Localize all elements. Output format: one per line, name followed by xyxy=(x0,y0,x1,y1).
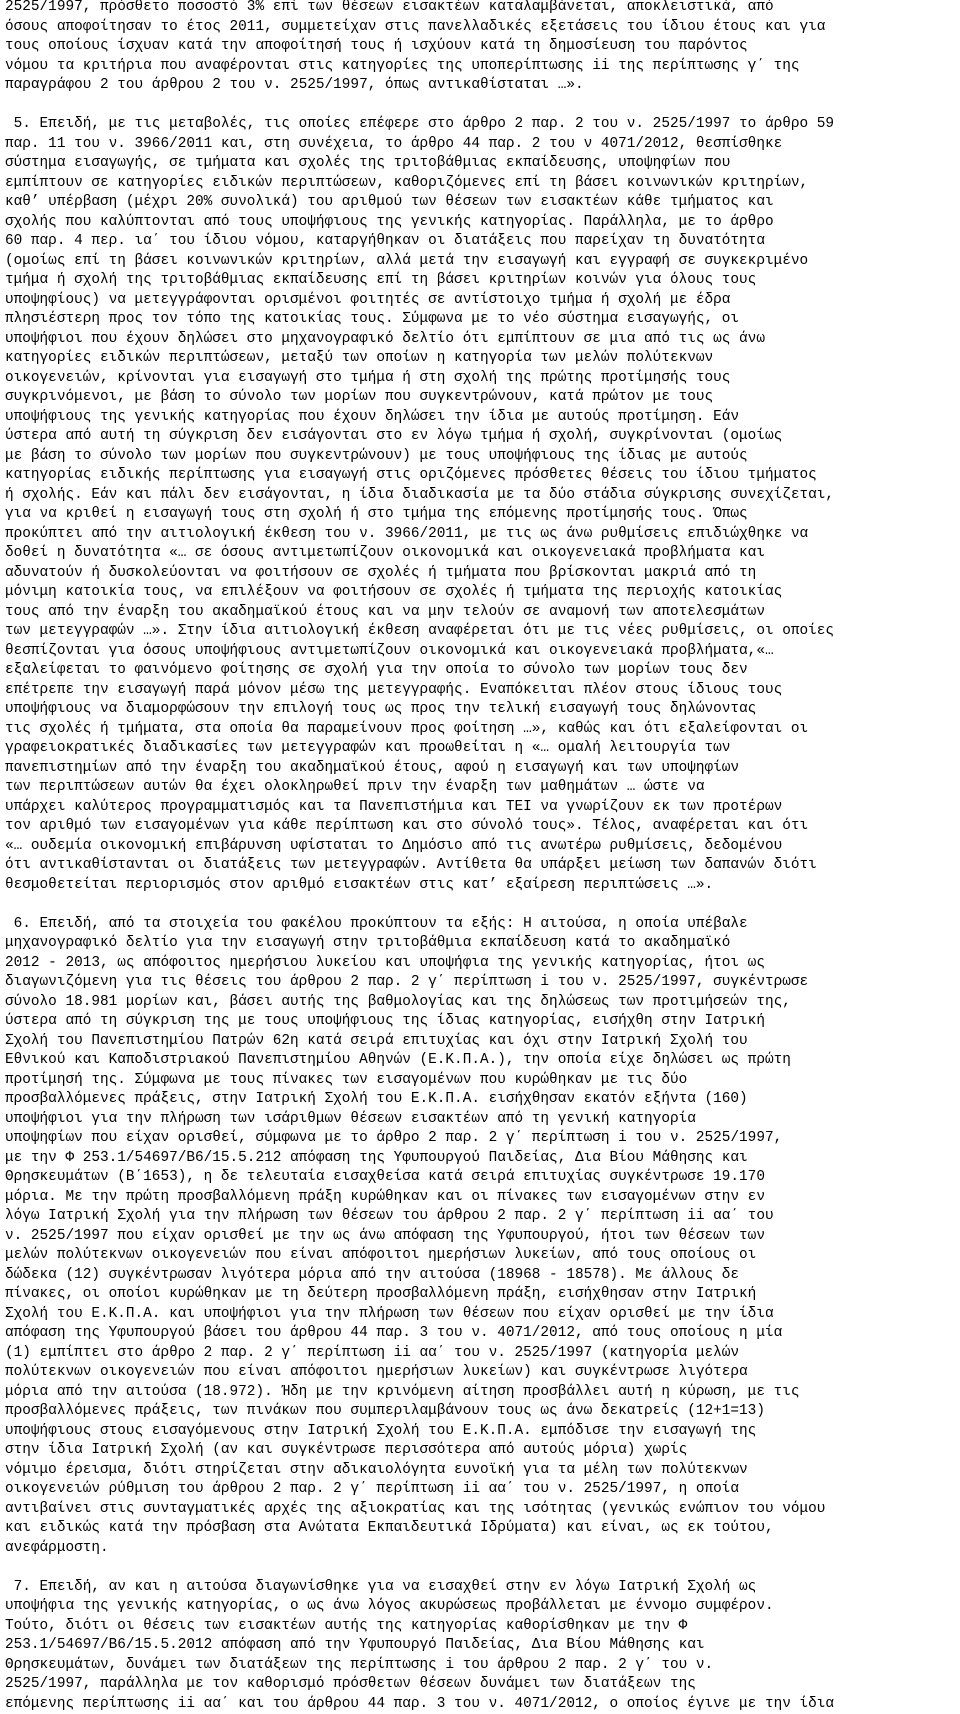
text-line: (ομοίως επί τη βάσει κοινωνικών κριτηρίων, αλλά μετά την εισαγωγή και εγγραφή σε συγκεκριμένο xyxy=(5,252,955,272)
text-line: ή σχολής. Εάν και πάλι δεν εισάγονται, η ίδια διαδικασία με τα δύο στάδια σύγκρισης συνεχίζεται, xyxy=(5,486,955,506)
text-line: ν. 2525/1997 που είχαν ορισθεί με την ως άνω απόφαση της Υφυπουργού, ήτοι των θέσεων των xyxy=(5,1227,955,1247)
text-line: πίνακες, οι οποίοι κυρώθηκαν με τη δεύτερη προσβαλλόμενη πράξη, εισήχθησαν στην Ιατρική xyxy=(5,1285,955,1305)
text-line: ανεφάρμοστη. xyxy=(5,1539,955,1559)
text-line: παρ. 11 του ν. 3966/2011 και, στη συνέχεια, το άρθρο 44 παρ. 2 του ν 4071/2012, θεσπίσθηκε xyxy=(5,135,955,155)
text-line: υποψήφιους στους εισαγόμενους στην Ιατρική Σχολή του Ε.Κ.Π.Α. εμπόδισε την εισαγωγή της xyxy=(5,1422,955,1442)
text-line: υποψηφίων που είχαν ορισθεί, σύμφωνα με το άρθρο 2 παρ. 2 γ΄ περίπτωση i του ν. 2525/1997, xyxy=(5,1129,955,1149)
paragraph-gap xyxy=(5,96,955,116)
text-line: σύστημα εισαγωγής, σε τμήματα και σχολές της τριτοβάθμιας εκπαίδευσης, υποψηφίων που xyxy=(5,154,955,174)
text-line: σχολής που καλύπτονται από τους υποψήφιους της γενικής κατηγορίας. Παράλληλα, με το άρθρο xyxy=(5,213,955,233)
text-line: συγκρινόμενοι, με βάση το σύνολο των μορίων που συγκεντρώνουν, κατά πρώτον με τους xyxy=(5,388,955,408)
text-line: νόμου τα κριτήρια που αναφέρονται στις κατηγορίες της υποπερίπτωσης ii της περίπτωσης γ΄ της xyxy=(5,57,955,77)
text-line: δώδεκα (12) συγκέντρωσαν λιγότερα μόρια από την αιτούσα (18968 - 18578). Με άλλους δε xyxy=(5,1266,955,1286)
text-line: κατηγορίες ειδικών περιπτώσεων, μεταξύ των οποίων η κατηγορία των μελών πολύτεκνων xyxy=(5,349,955,369)
text-line: απόφαση της Υφυπουργού βάσει του άρθρου 44 παρ. 3 του ν. 4071/2012, από τους οποίους η μία xyxy=(5,1324,955,1344)
paragraph-7 xyxy=(5,1578,955,1714)
document-page xyxy=(5,0,955,1714)
text-line: πλησιέστερη προς τον τόπο της κατοικίας τους. Σύμφωνα με το νέο σύστημα εισαγωγής, οι xyxy=(5,310,955,330)
text-line: Θρησκευμάτων (Β΄1653), η δε τελευταία εισαχθείσα κατά σειρά επιτυχίας συγκέντρωσε 19.170 xyxy=(5,1168,955,1188)
text-line: Σχολή του Ε.Κ.Π.Α. και υποψήφιοι για την πλήρωση των θέσεων που είχαν ορισθεί με την ίδια xyxy=(5,1305,955,1325)
text-line: προτίμησή της. Σύμφωνα με τους πίνακες των εισαγομένων που κυρώθηκαν με τις δύο xyxy=(5,1071,955,1091)
text-line: παραγράφου 2 του άρθρου 2 του ν. 2525/1997, όπως αντικαθίσταται …». xyxy=(5,76,955,96)
text-line: Σχολή του Πανεπιστημίου Πατρών 62η κατά σειρά επιτυχίας και όχι στην Ιατρική Σχολή του xyxy=(5,1032,955,1052)
text-line: θεσμοθετείται περιορισμός στον αριθμό εισακτέων στις κατ’ εξαίρεση περιπτώσεις …». xyxy=(5,876,955,896)
text-line: 5. Επειδή, με τις μεταβολές, τις οποίες επέφερε στο άρθρο 2 παρ. 2 του ν. 2525/1997 το άρθρο 59 xyxy=(5,115,955,135)
text-line: όσους αποφοίτησαν το έτος 2011, συμμετείχαν στις πανελλαδικές εξετάσεις του ίδιου έτους και για xyxy=(5,18,955,38)
text-line: «… ουδεμία οικονομική επιβάρυνση υφίσταται το Δημόσιο από τις ανωτέρω ρυθμίσεις, δεδομένου xyxy=(5,837,955,857)
text-line: των μετεγγραφών …». Στην ίδια αιτιολογική έκθεση αναφέρεται ότι με τις νέες ρυθμίσεις, οι οποίες xyxy=(5,622,955,642)
text-line: τις σχολές ή τμήματα, στα οποία θα παραμείνουν προς φοίτηση …», καθώς και ότι εξαλείφονται οι xyxy=(5,720,955,740)
text-line: Θρησκευμάτων, δυνάμει των διατάξεων της περίπτωσης i του άρθρου 2 παρ. 2 γ΄ του ν. xyxy=(5,1656,955,1676)
text-line: υποψήφιοι που έχουν δηλώσει στο μηχανογραφικό δελτίο ότι εμπίπτουν σε μια από τις ως άνω xyxy=(5,330,955,350)
text-line: 60 παρ. 4 περ. ια΄ του ίδιου νόμου, καταργήθηκαν οι διατάξεις που παρείχαν τη δυνατότητα xyxy=(5,232,955,252)
paragraph-5 xyxy=(5,115,955,895)
text-line: οικογενειών, κρίνονται για εισαγωγή στο τμήμα ή στη σχολή της πρώτης προτίμησής τους xyxy=(5,369,955,389)
text-line: 6. Επειδή, από τα στοιχεία του φακέλου προκύπτουν τα εξής: Η αιτούσα, η οποία υπέβαλε xyxy=(5,915,955,935)
text-line: 2525/1997, πρόσθετο ποσοστό 3% επί των θέσεων εισακτέων καταλαμβάνεται, αποκλειστικά, από xyxy=(5,0,955,18)
text-line: τους οποίους ίσχυαν κατά την αποφοίτησή τους ή ισχύουν κατά τη δημοσίευση του παρόντος xyxy=(5,37,955,57)
text-line: ύστερα από αυτή τη σύγκριση δεν εισάγονται στο εν λόγω τμήμα ή σχολή, συγκρίνονται (ομοίως xyxy=(5,427,955,447)
text-line: ύστερα από τη σύγκριση της με τους υποψήφιους της ίδιας κατηγορίας, εισήχθη στην Ιατρική xyxy=(5,1012,955,1032)
paragraph-gap xyxy=(5,1558,955,1578)
paragraph-6 xyxy=(5,915,955,1559)
text-line: προσβαλλόμενες πράξεις, στην Ιατρική Σχολή του Ε.Κ.Π.Α. εισήχθησαν εκατόν εξήντα (160) xyxy=(5,1090,955,1110)
text-line: και ειδικώς κατά την πρόσβαση στα Ανώτατα Εκπαιδευτικά Ιδρύματα) και είναι, ως εκ τούτου, xyxy=(5,1519,955,1539)
text-line: κατηγορίας ειδικής περίπτωσης για εισαγωγή στις οριζόμενες πρόσθετες θέσεις του ίδιου τμήματος xyxy=(5,466,955,486)
text-line: εμπίπτουν σε κατηγορίες ειδικών περιπτώσεων, καθοριζόμενες επί τη βάσει κοινωνικών κριτηρίων, xyxy=(5,174,955,194)
text-line: (1) εμπίπτει στο άρθρο 2 παρ. 2 γ΄ περίπτωση ii αα΄ του ν. 2525/1997 (κατηγορία μελών xyxy=(5,1344,955,1364)
text-line: υποψηφίους) να μετεγγράφονται ορισμένοι φοιτητές σε αντίστοιχο τμήμα ή σχολή με έδρα xyxy=(5,291,955,311)
text-line: τμήμα ή σχολή της τριτοβάθμιας εκπαίδευσης επί τη βάσει κριτηρίων κοινών για όλους τους xyxy=(5,271,955,291)
text-line: τους από την έναρξη του ακαδημαϊκού έτους και να μην τελούν σε αναμονή των αποτελεσμάτων xyxy=(5,603,955,623)
text-line: με την Φ 253.1/54697/Β6/15.5.212 απόφαση της Υφυπουργού Παιδείας, Δια Βίου Μάθησης και xyxy=(5,1149,955,1169)
text-line: επόμενης περίπτωσης ii αα΄ και του άρθρου 44 παρ. 3 του ν. 4071/2012, ο οποίος έγινε με την ίδια xyxy=(5,1695,955,1714)
text-line: αδυνατούν ή δυσκολεύονται να φοιτήσουν σε σχολές ή τμήματα που βρίσκονται μακριά από τη xyxy=(5,564,955,584)
text-line: 2525/1997, παράλληλα με τον καθορισμό πρόσθετων θέσεων δυνάμει των διατάξεων της xyxy=(5,1675,955,1695)
text-line: Τούτο, διότι οι θέσεις των εισακτέων αυτής της κατηγορίας καθορίσθηκαν με την Φ xyxy=(5,1617,955,1637)
text-line: πολύτεκνων οικογενειών που είναι απόφοιτοι ημερήσιων λυκείων) και συγκέντρωσε λιγότερα xyxy=(5,1363,955,1383)
text-line: προκύπτει από την αιτιολογική έκθεση του ν. 3966/2011, με τις ως άνω ρυθμίσεις επιδιώχθηκε να xyxy=(5,525,955,545)
text-line: υποψήφιοι για την πλήρωση των ισάριθμων θέσεων εισακτέων από τη γενική κατηγορία xyxy=(5,1110,955,1130)
text-line: για να κριθεί η εισαγωγή τους στη σχολή ή στο τμήμα της επόμενης προτίμησής τους. Όπως xyxy=(5,505,955,525)
text-line: υποψήφια της γενικής κατηγορίας, ο ως άνω λόγος ακυρώσεως προβάλλεται με έννομο συμφέρον. xyxy=(5,1597,955,1617)
text-line: σύνολο 18.981 μορίων και, βάσει αυτής της βαθμολογίας και της δηλώσεως των προτιμήσεών της, xyxy=(5,993,955,1013)
text-line: μόρια. Με την πρώτη προσβαλλόμενη πράξη κυρώθηκαν και οι πίνακες των εισαγομένων στην εν xyxy=(5,1188,955,1208)
text-line: αντιβαίνει στις συνταγματικές αρχές της αξιοκρατίας και της ισότητας (γενικώς ενώπιον του νόμου xyxy=(5,1500,955,1520)
text-line: εξαλείφεται το φαινόμενο φοίτησης σε σχολή για την οποία το σύνολο των μορίων τους δεν xyxy=(5,661,955,681)
text-line: επέτρεπε την εισαγωγή παρά μόνον μέσω της μετεγγραφής. Εναπόκειται πλέον στους ίδιους τους xyxy=(5,681,955,701)
text-line: μελών πολύτεκνων οικογενειών που είναι απόφοιτοι ημερήσιων λυκείων, από τους οποίους οι xyxy=(5,1246,955,1266)
text-line: διαγωνιζόμενη για τις θέσεις του άρθρου 2 παρ. 2 γ΄ περίπτωση i του ν. 2525/1997, συγκέντρωσε xyxy=(5,973,955,993)
text-line: γραφειοκρατικές διαδικασίες των μετεγγραφών και προωθείται η «… ομαλή λειτουργία των xyxy=(5,739,955,759)
text-line: των περιπτώσεων αυτών θα έχει ολοκληρωθεί πριν την έναρξη των μαθημάτων … ώστε να xyxy=(5,778,955,798)
text-line: υπάρχει καλύτερος προγραμματισμός και τα Πανεπιστήμια και ΤΕΙ να γνωρίζουν εκ των προτέρων xyxy=(5,798,955,818)
text-line: νόμιμο έρεισμα, διότι στηρίζεται στην αδικαιολόγητα ευνοϊκή για τα μέλη των πολύτεκνων xyxy=(5,1461,955,1481)
text-line: τον αριθμό των εισαγομένων για κάθε περίπτωση και στο σύνολό τους». Τέλος, αναφέρεται και ότι xyxy=(5,817,955,837)
text-line: στην ίδια Ιατρική Σχολή (αν και συγκέντρωσε περισσότερα από αυτούς μόρια) χωρίς xyxy=(5,1441,955,1461)
text-line: δοθεί η δυνατότητα «… σε όσους αντιμετωπίζουν οικονομικά και οικογενειακά προβλήματα και xyxy=(5,544,955,564)
paragraph-continuation xyxy=(5,0,955,96)
text-line: 2012 - 2013, ως απόφοιτος ημερήσιου λυκείου και υποψήφια της γενικής κατηγορίας, ήτοι ως xyxy=(5,954,955,974)
text-line: υποψήφιους της γενικής κατηγορίας που έχουν δηλώσει την ίδια με αυτούς προτίμηση. Εάν xyxy=(5,408,955,428)
text-line: 7. Επειδή, αν και η αιτούσα διαγωνίσθηκε για να εισαχθεί στην εν λόγω Ιατρική Σχολή ως xyxy=(5,1578,955,1598)
text-line: καθ’ υπέρβαση (μέχρι 20% συνολικά) του αριθμού των θέσεων των εισακτέων κάθε τμήματος και xyxy=(5,193,955,213)
text-line: θεσπίζονται για όσους υποψήφιους αντιμετωπίζουν οικονομικά και οικογενειακά προβλήματα,«… xyxy=(5,642,955,662)
text-line: ότι αντικαθίστανται οι διατάξεις των μετεγγραφών. Αντίθετα θα υπάρξει μείωση των δαπανών διότι xyxy=(5,856,955,876)
text-line: πανεπιστημίων από την έναρξη του ακαδημαϊκού έτους, αφού η εισαγωγή και των υποψηφίων xyxy=(5,759,955,779)
text-line: προσβαλλόμενες πράξεις, των πινάκων που συμπεριλαμβάνουν τους ως άνω δεκατρείς (12+1=13) xyxy=(5,1402,955,1422)
text-line: μόρια από την αιτούσα (18.972). Ήδη με την κρινόμενη αίτηση προσβάλλει αυτή η κύρωση, με τις xyxy=(5,1383,955,1403)
text-line: λόγω Ιατρική Σχολή για την πλήρωση των θέσεων του άρθρου 2 παρ. 2 γ΄ περίπτωση ii αα΄ του xyxy=(5,1207,955,1227)
paragraph-gap xyxy=(5,895,955,915)
text-line: μηχανογραφικό δελτίο για την εισαγωγή στην τριτοβάθμια εκπαίδευση κατά το ακαδημαϊκό xyxy=(5,934,955,954)
text-line: οικογενειών ρύθμιση του άρθρου 2 παρ. 2 γ΄ περίπτωση ii αα΄ του ν. 2525/1997, η οποία xyxy=(5,1480,955,1500)
text-line: με βάση το σύνολο των μορίων που συγκεντρώνουν) με τους υποψήφιους της ίδιας με αυτούς xyxy=(5,447,955,467)
text-line: μόνιμη κατοικία τους, να επιλέξουν να φοιτήσουν σε σχολές ή τμήματα της περιοχής κατοικίας xyxy=(5,583,955,603)
text-line: 253.1/54697/Β6/15.5.2012 απόφαση από την Υφυπουργό Παιδείας, Δια Βίου Μάθησης και xyxy=(5,1636,955,1656)
text-line: Εθνικού και Καποδιστριακού Πανεπιστημίου Αθηνών (Ε.Κ.Π.Α.), την οποία είχε δηλώσει ως πρώτη xyxy=(5,1051,955,1071)
text-line: υποψήφιους να διαμορφώσουν την επιλογή τους ως προς την τελική εισαγωγή τους δηλώνοντας xyxy=(5,700,955,720)
